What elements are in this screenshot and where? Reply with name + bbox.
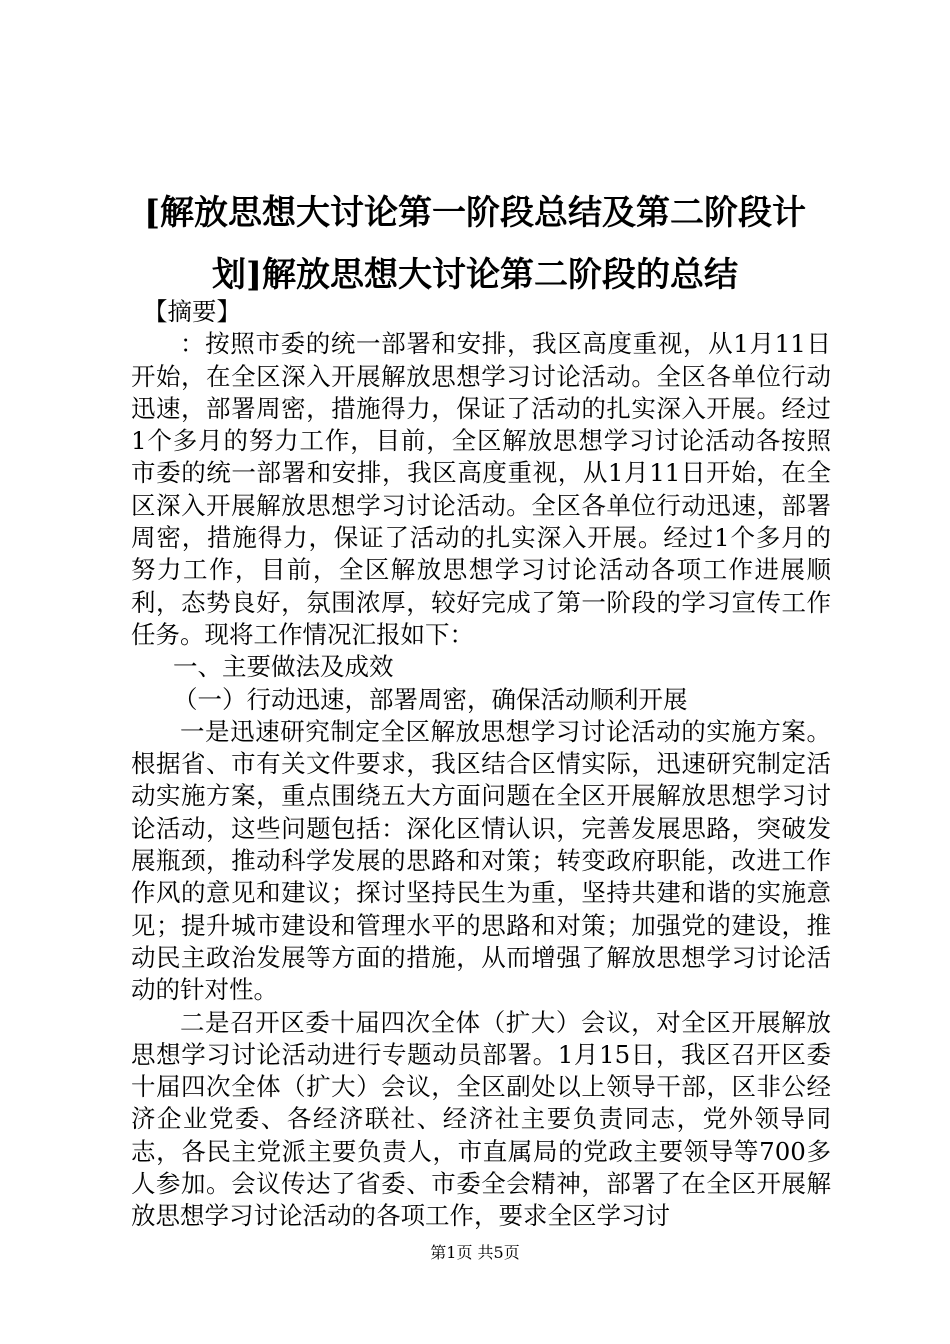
paragraph-point-2: 二是召开区委十届四次全体（扩大）会议，对全区开展解放思想学习讨论活动进行专题动员部署。1月15日，我区召开区委十届四次全体（扩大）会议，全区副处以上领导干部，区非公经济企业党委、各经济联社、经济社主要负责同志，党外领导同志，各民主党派主要负责人，市直属局的党政主要领导等700多人参加。会议传达了省委、市委全会精神，部署了在全区开展解放思想学习讨论活动的各项工作，要求全区学习讨 <box>131 1007 831 1231</box>
paragraph-point-1: 一是迅速研究制定全区解放思想学习讨论活动的实施方案。根据省、市有关文件要求，我区结合区情实际，迅速研究制定活动实施方案，重点围绕五大方面问题在全区开展解放思想学习讨论活动，这些问题包括：深化区情认识，完善发展思路，突破发展瓶颈，推动科学发展的思路和对策；转变政府职能，改进工作作风的意见和建议；探讨坚持民生为重，坚持共建和谐的实施意见；提升城市建设和管理水平的思路和对策；加强党的建设，推动民主政治发展等方面的措施，从而增强了解放思想学习讨论活动的针对性。 <box>131 716 831 1005</box>
paragraph-intro: ：按照市委的统一部署和安排，我区高度重视，从1月11日开始，在全区深入开展解放思想学习讨论活动。全区各单位行动迅速，部署周密，措施得力，保证了活动的扎实深入开展。经过1个多月的努力工作，目前，全区解放思想学习讨论活动各按照市委的统一部署和安排，我区高度重视，从1月11日开始，在全区深入开展解放思想学习讨论活动。全区各单位行动迅速，部署周密，措施得力，保证了活动的扎实深入开展。经过1个多月的努力工作，目前，全区解放思想学习讨论活动各项工作进展顺利，态势良好，氛围浓厚，较好完成了第一阶段的学习宣传工作任务。现将工作情况汇报如下： <box>131 329 831 649</box>
subsection-heading-1: （一）行动迅速，部署周密，确保活动顺利开展 <box>173 684 688 714</box>
section-heading-1: 一、主要做法及成效 <box>173 652 394 682</box>
abstract-label: 【摘要】 <box>143 297 241 326</box>
document-title: [解放思想大讨论第一阶段总结及第二阶段计划]解放思想大讨论第二阶段的总结 <box>143 193 807 295</box>
page-footer: 第1页 共5页 <box>430 1243 520 1262</box>
document-body <box>131 296 831 1233</box>
